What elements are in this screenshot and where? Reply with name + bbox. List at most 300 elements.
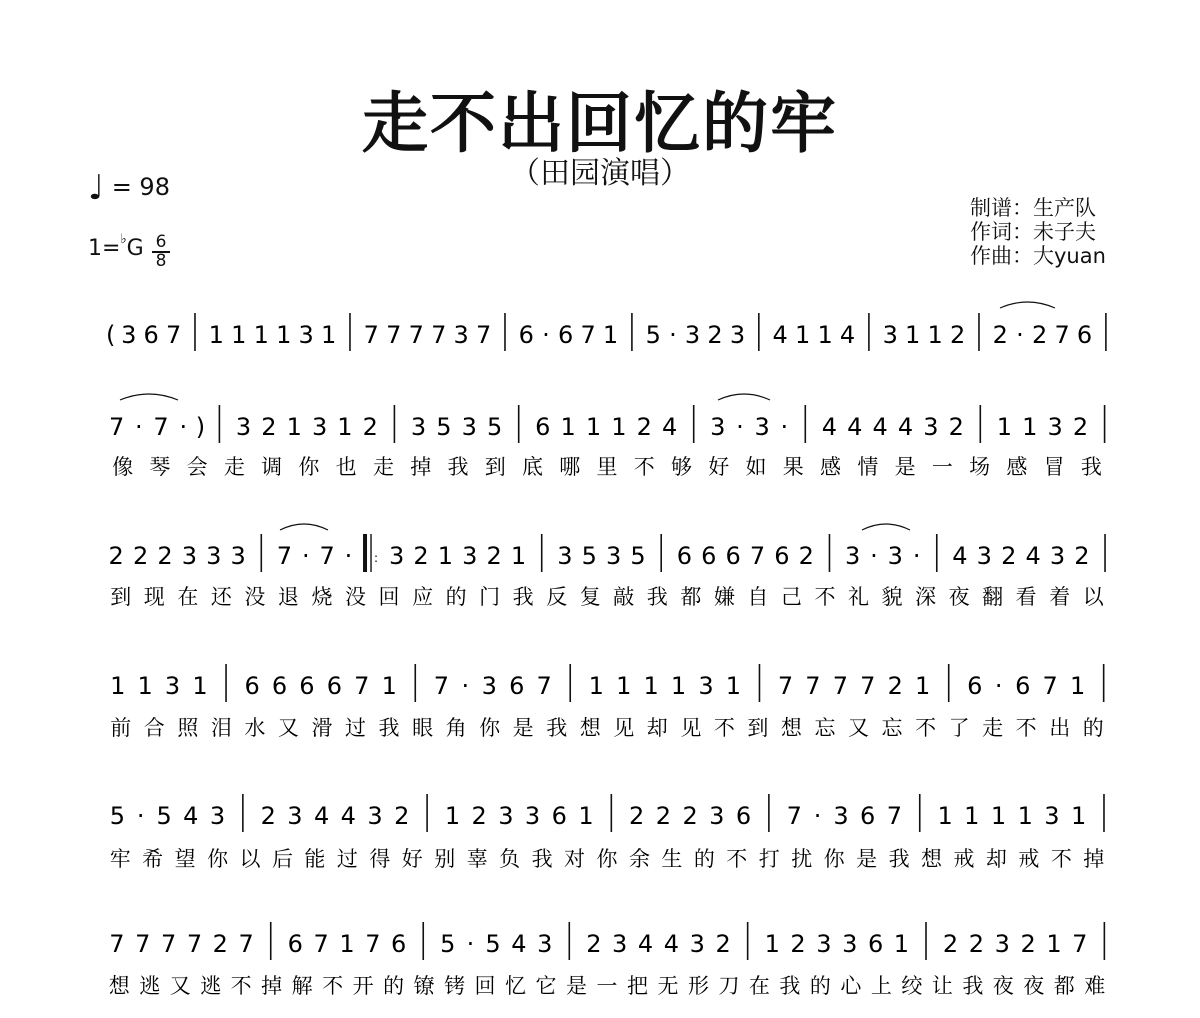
lyric-char: 难 bbox=[1084, 974, 1106, 998]
lyric-char: 我 bbox=[779, 974, 801, 998]
note-digit: 7 bbox=[408, 321, 424, 349]
note-digit: 1 bbox=[381, 672, 397, 700]
dot-mark: · bbox=[135, 413, 143, 441]
dot-mark: · bbox=[669, 321, 677, 349]
lyric-char: 走 bbox=[223, 455, 245, 479]
dot-mark: · bbox=[1016, 321, 1024, 349]
note-digit: 1 bbox=[337, 413, 353, 441]
lyric-char: 眼 bbox=[412, 716, 434, 740]
note-digit: 3 bbox=[709, 802, 725, 830]
note-digit: 3 bbox=[164, 672, 181, 700]
note-digit: 6 bbox=[557, 321, 574, 349]
lyric-char: 着 bbox=[1049, 585, 1071, 609]
note-digit: 2 bbox=[636, 413, 652, 441]
lyric-char: 不 bbox=[814, 585, 836, 609]
lyric-char: 过 bbox=[336, 847, 358, 871]
note-digit: 1 bbox=[585, 413, 602, 441]
lyric-char: 我 bbox=[1080, 455, 1102, 479]
note-digit: 3 bbox=[994, 930, 1010, 958]
note-digit: 3 bbox=[976, 542, 992, 570]
lyric-char: 你 bbox=[298, 455, 320, 479]
lyric-char: 好 bbox=[401, 847, 423, 871]
lyric-char: 到 bbox=[747, 716, 769, 740]
lyric-char: 逃 bbox=[200, 974, 222, 998]
note-digit: 6 bbox=[535, 413, 551, 441]
note-digit: 1 bbox=[643, 672, 659, 700]
lyric-char: 能 bbox=[304, 847, 326, 871]
note-digit: 6 bbox=[326, 672, 343, 700]
note-digit: 4 bbox=[847, 413, 863, 441]
note-digit: 1 bbox=[1046, 930, 1062, 958]
lyric-char: 却 bbox=[985, 847, 1007, 871]
note-digit: 2 bbox=[1031, 321, 1048, 349]
note-digit: 4 bbox=[183, 802, 199, 830]
dot-mark: · bbox=[736, 413, 744, 441]
note-digit: 5 bbox=[645, 321, 661, 349]
lyric-char: 是 bbox=[512, 716, 534, 740]
note-digit: 7 bbox=[165, 321, 182, 349]
note-digit: 3 bbox=[206, 542, 222, 570]
lyric-char: 是 bbox=[566, 974, 588, 998]
note-digit: 1 bbox=[1022, 413, 1038, 441]
note-digit: 2 bbox=[157, 542, 173, 570]
lyric-char: 的 bbox=[809, 974, 831, 998]
lyric-char: 后 bbox=[271, 847, 293, 871]
lyric-char: 深 bbox=[915, 585, 937, 609]
note-digit: 1 bbox=[964, 802, 980, 830]
lyric-char: 看 bbox=[1015, 585, 1037, 609]
note-digit: 1 bbox=[192, 672, 208, 700]
note-digit: 1 bbox=[927, 321, 943, 349]
note-digit: 2 bbox=[1020, 930, 1036, 958]
note-digit: 7 bbox=[1072, 930, 1088, 958]
lyric-char: 是 bbox=[894, 455, 916, 479]
dot-mark: · bbox=[912, 542, 921, 570]
note-digit: 4 bbox=[511, 930, 527, 958]
note-digit: 3 bbox=[481, 672, 497, 700]
note-digit: 2 bbox=[798, 542, 814, 570]
lyric-char: 都 bbox=[1053, 974, 1075, 998]
lyric-char: 嫌 bbox=[713, 585, 735, 609]
note-digit: 7 bbox=[319, 542, 335, 570]
note-digit: 1 bbox=[1069, 672, 1086, 700]
lyric-char: 我 bbox=[378, 716, 400, 740]
lyric-char: 烧 bbox=[311, 585, 333, 609]
note-digit: 3 bbox=[230, 542, 246, 570]
note-digit: 1 bbox=[794, 321, 811, 349]
note-digit: 1 bbox=[578, 802, 594, 830]
note-digit: 1 bbox=[231, 321, 247, 349]
note-digit: 3 bbox=[311, 413, 328, 441]
lyric-char: 不 bbox=[633, 455, 655, 479]
note-digit: 1 bbox=[437, 542, 454, 570]
lyric-char: 希 bbox=[142, 847, 164, 871]
lyric-char: 以 bbox=[1082, 585, 1104, 609]
lyric-char: 反 bbox=[546, 585, 568, 609]
lyric-char: 没 bbox=[345, 585, 366, 609]
lyric-char: 又 bbox=[848, 716, 869, 740]
note-digit: 3 bbox=[462, 542, 478, 570]
note-digit: 6 bbox=[143, 321, 159, 349]
lyric-char: 又 bbox=[169, 974, 191, 998]
lyric-char: 不 bbox=[1015, 716, 1037, 740]
note-digit: 2 bbox=[261, 413, 277, 441]
note-digit: 1 bbox=[588, 672, 604, 700]
lyric-char: 像 bbox=[112, 455, 134, 479]
note-digit: 3 bbox=[121, 321, 137, 349]
note-digit: 6 bbox=[509, 672, 525, 700]
note-digit: 2 bbox=[1074, 542, 1090, 570]
note-digit: 6 bbox=[1076, 321, 1093, 349]
lyric-char: 的 bbox=[383, 974, 405, 998]
note-digit: 3 bbox=[181, 542, 197, 570]
lyric-char: 退 bbox=[277, 585, 299, 609]
note-digit: 7 bbox=[832, 672, 849, 700]
dot-mark: · bbox=[994, 672, 1003, 700]
lyric-char: 负 bbox=[499, 847, 521, 871]
lyric-char: 望 bbox=[174, 847, 196, 871]
note-digit: 7 bbox=[160, 930, 177, 958]
lyric-char: 冒 bbox=[1043, 455, 1065, 479]
lyric-char: 生 bbox=[661, 847, 683, 871]
lyric-char: 的 bbox=[693, 847, 715, 871]
note-digit: 3 bbox=[367, 802, 383, 830]
lyric-char: 水 bbox=[244, 716, 266, 740]
note-digit: 7 bbox=[109, 930, 125, 958]
note-digit: 1 bbox=[339, 930, 355, 958]
note-digit: 3 bbox=[388, 542, 405, 570]
lyric-char: 别 bbox=[434, 847, 456, 871]
lyric-char: 我 bbox=[546, 716, 568, 740]
note-digit: ( bbox=[106, 321, 116, 349]
note-digit: 2 bbox=[992, 321, 1008, 349]
lyric-char: 你 bbox=[479, 716, 501, 740]
note-digit: 3 bbox=[298, 321, 314, 349]
lyric-char: 铐 bbox=[444, 974, 466, 998]
key-prefix: 1= bbox=[88, 236, 121, 261]
lyric-char: 逃 bbox=[139, 974, 161, 998]
note-digit: 1 bbox=[1017, 802, 1033, 830]
note-digit: 7 bbox=[786, 802, 802, 830]
note-digit: 6 bbox=[860, 802, 876, 830]
lyric-char: 掉 bbox=[261, 974, 283, 998]
lyric-char: 到 bbox=[110, 585, 132, 609]
lyric-char: 上 bbox=[870, 974, 892, 998]
lyric-char: 一 bbox=[931, 455, 953, 479]
note-digit: 7 bbox=[109, 413, 125, 441]
note-digit: 5 bbox=[440, 930, 456, 958]
lyric-char: 场 bbox=[969, 455, 991, 479]
note-digit: 3 bbox=[235, 413, 252, 441]
note-digit: 5 bbox=[486, 413, 503, 441]
lyric-char: 一 bbox=[596, 974, 618, 998]
lyric-char: 心 bbox=[840, 974, 862, 998]
lyric-char: 不 bbox=[713, 716, 735, 740]
lyric-char: 果 bbox=[782, 455, 804, 479]
note-digit: 3 bbox=[1044, 802, 1060, 830]
note-digit: 7 bbox=[365, 930, 381, 958]
lyric-char: 自 bbox=[747, 585, 769, 609]
lyric-char: 夜 bbox=[992, 974, 1014, 998]
note-digit: 2 bbox=[212, 930, 228, 958]
dot-mark: · bbox=[344, 542, 353, 570]
note-digit: 4 bbox=[772, 321, 788, 349]
note-digit: 2 bbox=[887, 672, 903, 700]
note-digit: 7 bbox=[580, 321, 596, 349]
note-digit: 3 bbox=[287, 802, 303, 830]
note-digit: 1 bbox=[286, 413, 302, 441]
dot-mark: · bbox=[461, 672, 470, 700]
lyric-char: 戒 bbox=[953, 847, 975, 871]
note-digit: 7 bbox=[276, 542, 293, 570]
note-digit: 3 bbox=[842, 930, 858, 958]
lyric-char: 里 bbox=[596, 455, 618, 479]
lyric-char: 我 bbox=[531, 847, 553, 871]
lyric-char: 合 bbox=[143, 716, 165, 740]
credit-lyricist: 作词：未子夫 bbox=[970, 220, 1096, 244]
lyric-char: 掉 bbox=[1083, 847, 1105, 871]
lyric-char: 想 bbox=[108, 974, 130, 998]
note-digit: 1 bbox=[893, 930, 910, 958]
note-digit: 6 bbox=[299, 672, 315, 700]
note-digit: 7 bbox=[354, 672, 370, 700]
lyric-char: 还 bbox=[210, 585, 232, 609]
note-digit: 4 bbox=[839, 321, 856, 349]
lyric-char: 你 bbox=[596, 847, 618, 871]
note-digit: 1 bbox=[764, 930, 780, 958]
note-digit: 6 bbox=[271, 672, 288, 700]
note-digit: 3 bbox=[710, 413, 726, 441]
note-digit: 7 bbox=[475, 321, 492, 349]
note-digit: 3 bbox=[844, 542, 861, 570]
flat-icon: ♭ bbox=[120, 232, 127, 247]
lyric-char: 复 bbox=[579, 585, 601, 609]
note-digit: ) bbox=[195, 413, 206, 441]
quarter-note-icon: ♩ bbox=[88, 168, 105, 208]
lyric-char: 你 bbox=[207, 847, 229, 871]
credit-transcriber: 制谱：生产队 bbox=[970, 196, 1096, 220]
note-digit: 4 bbox=[872, 413, 888, 441]
note-digit: 1 bbox=[208, 321, 224, 349]
note-digit: 6 bbox=[725, 542, 741, 570]
lyric-char: 见 bbox=[613, 716, 635, 740]
lyric-char: 翻 bbox=[982, 585, 1004, 609]
lyric-char: 貌 bbox=[881, 585, 903, 609]
lyric-char: 好 bbox=[708, 455, 730, 479]
note-digit: 6 bbox=[676, 542, 693, 570]
note-digit: 6 bbox=[967, 672, 983, 700]
lyric-char: 开 bbox=[352, 974, 374, 998]
note-digit: 7 bbox=[433, 672, 449, 700]
note-digit: 7 bbox=[135, 930, 151, 958]
note-digit: 4 bbox=[897, 413, 914, 441]
lyric-char: 感 bbox=[1006, 455, 1028, 479]
note-digit: 1 bbox=[1070, 802, 1087, 830]
note-digit: 2 bbox=[790, 930, 806, 958]
lyric-char: 无 bbox=[657, 974, 679, 998]
note-digit: 6 bbox=[518, 321, 534, 349]
lyric-char: 回 bbox=[474, 974, 496, 998]
note-digit: 4 bbox=[637, 930, 654, 958]
note-digit: 6 bbox=[244, 672, 260, 700]
note-digit: 6 bbox=[391, 930, 407, 958]
time-denominator: 8 bbox=[155, 251, 167, 271]
note-digit: 4 bbox=[340, 802, 356, 830]
note-digit: 1 bbox=[253, 321, 269, 349]
note-digit: 1 bbox=[915, 672, 931, 700]
lyric-char: 会 bbox=[186, 455, 208, 479]
lyric-char: 想 bbox=[780, 716, 802, 740]
note-digit: 7 bbox=[749, 542, 766, 570]
lyric-char: 不 bbox=[1050, 847, 1072, 871]
lyric-char: 你 bbox=[823, 847, 845, 871]
lyric-char: 的 bbox=[1082, 716, 1104, 740]
lyric-char: 回 bbox=[378, 585, 400, 609]
lyric-char: 在 bbox=[748, 974, 770, 998]
repeat-dots: : bbox=[373, 551, 379, 565]
note-digit: 6 bbox=[1015, 672, 1031, 700]
lyric-char: 琴 bbox=[149, 455, 171, 479]
note-digit: 6 bbox=[551, 802, 567, 830]
note-digit: 2 bbox=[629, 802, 645, 830]
lyric-char: 辜 bbox=[466, 847, 488, 871]
note-digit: 3 bbox=[816, 930, 832, 958]
dot-mark: · bbox=[466, 930, 475, 958]
lyric-char: 了 bbox=[948, 716, 970, 740]
note-digit: 7 bbox=[777, 672, 794, 700]
lyric-char: 忘 bbox=[814, 716, 836, 740]
lyric-char: 都 bbox=[680, 585, 702, 609]
note-digit: 2 bbox=[108, 542, 124, 570]
lyric-char: 出 bbox=[1049, 716, 1071, 740]
lyric-char: 是 bbox=[856, 847, 878, 871]
note-digit: 1 bbox=[725, 672, 742, 700]
lyric-char: 忆 bbox=[505, 974, 527, 998]
lyric-char: 夜 bbox=[1023, 974, 1045, 998]
lyric-char: 得 bbox=[369, 847, 391, 871]
note-digit: 5 bbox=[156, 802, 172, 830]
lyric-char: 见 bbox=[680, 716, 702, 740]
note-digit: 3 bbox=[524, 802, 541, 830]
note-digit: 3 bbox=[461, 413, 477, 441]
note-digit: 2 bbox=[948, 413, 964, 441]
lyric-char: 走 bbox=[982, 716, 1004, 740]
note-digit: 1 bbox=[276, 321, 292, 349]
lyric-char: 不 bbox=[230, 974, 252, 998]
note-digit: 6 bbox=[287, 930, 303, 958]
note-digit: 7 bbox=[386, 321, 402, 349]
lyric-char: 没 bbox=[244, 585, 266, 609]
note-digit: 4 bbox=[1025, 542, 1041, 570]
note-digit: 7 bbox=[1042, 672, 1058, 700]
lyric-char: 应 bbox=[412, 585, 434, 609]
lyric-char: 门 bbox=[479, 585, 501, 609]
note-digit: 3 bbox=[684, 321, 701, 349]
lyric-char: 镣 bbox=[413, 974, 435, 998]
lyric-char: 现 bbox=[143, 585, 165, 609]
note-digit: 5 bbox=[436, 413, 452, 441]
dot-mark: · bbox=[301, 542, 310, 570]
lyric-char: 打 bbox=[758, 847, 780, 871]
lyric-char: 泪 bbox=[210, 716, 232, 740]
dot-mark: · bbox=[136, 802, 145, 830]
note-digit: 5 bbox=[485, 930, 501, 958]
note-digit: 1 bbox=[990, 802, 1007, 830]
lyric-char: 牢 bbox=[109, 847, 131, 871]
note-digit: 7 bbox=[1054, 321, 1070, 349]
note-digit: 1 bbox=[937, 802, 953, 830]
note-digit: 7 bbox=[431, 321, 447, 349]
lyric-char: 我 bbox=[962, 974, 984, 998]
note-digit: 3 bbox=[537, 930, 553, 958]
note-digit: 3 bbox=[887, 542, 903, 570]
note-digit: 1 bbox=[110, 672, 126, 700]
note-digit: 3 bbox=[557, 542, 573, 570]
slur-arc bbox=[280, 524, 328, 530]
lyric-char: 前 bbox=[110, 716, 132, 740]
lyric-char: 我 bbox=[447, 455, 469, 479]
note-digit: 3 bbox=[923, 413, 939, 441]
note-digit: 6 bbox=[701, 542, 717, 570]
lyric-char: 调 bbox=[261, 455, 283, 479]
note-digit: 3 bbox=[606, 542, 622, 570]
lyric-char: 的 bbox=[445, 585, 467, 609]
lyric-char: 够 bbox=[671, 455, 693, 479]
note-digit: 4 bbox=[952, 542, 968, 570]
dot-mark: · bbox=[780, 413, 789, 441]
note-digit: 7 bbox=[153, 413, 169, 441]
note-digit: 3 bbox=[833, 802, 849, 830]
lyric-char: 过 bbox=[345, 716, 366, 740]
note-digit: 3 bbox=[612, 930, 628, 958]
lyric-char: 不 bbox=[915, 716, 937, 740]
note-digit: 1 bbox=[670, 672, 687, 700]
note-digit: 2 bbox=[471, 802, 487, 830]
dot-mark: · bbox=[870, 542, 878, 570]
lyric-char: 走 bbox=[372, 455, 394, 479]
lyric-char: 不 bbox=[322, 974, 344, 998]
note-digit: 2 bbox=[1001, 542, 1017, 570]
dot-mark: · bbox=[813, 802, 822, 830]
note-digit: 1 bbox=[510, 542, 527, 570]
note-digit: 7 bbox=[860, 672, 876, 700]
note-digit: 2 bbox=[1072, 413, 1089, 441]
lyric-char: 情 bbox=[857, 455, 879, 479]
note-digit: 1 bbox=[444, 802, 461, 830]
lyric-char: 余 bbox=[628, 847, 650, 871]
note-digit: 1 bbox=[905, 321, 921, 349]
tempo-value: = 98 bbox=[111, 173, 170, 201]
note-digit: 5 bbox=[630, 542, 646, 570]
slur-arc bbox=[862, 524, 910, 530]
lyric-char: 想 bbox=[579, 716, 601, 740]
note-digit: 1 bbox=[996, 413, 1013, 441]
note-digit: 2 bbox=[132, 542, 149, 570]
slur-arc bbox=[718, 394, 770, 400]
slur-arc bbox=[1000, 302, 1055, 308]
note-digit: 3 bbox=[498, 802, 514, 830]
note-digit: 3 bbox=[453, 321, 469, 349]
lyric-char: 不 bbox=[726, 847, 748, 871]
lyric-char: 底 bbox=[521, 455, 543, 479]
lyric-char: 解 bbox=[291, 974, 313, 998]
lyric-char: 对 bbox=[564, 847, 586, 871]
note-digit: 7 bbox=[363, 321, 379, 349]
slur-arc bbox=[120, 394, 178, 400]
lyric-char: 感 bbox=[820, 455, 842, 479]
note-digit: 4 bbox=[821, 413, 838, 441]
lyric-char: 我 bbox=[512, 585, 534, 609]
